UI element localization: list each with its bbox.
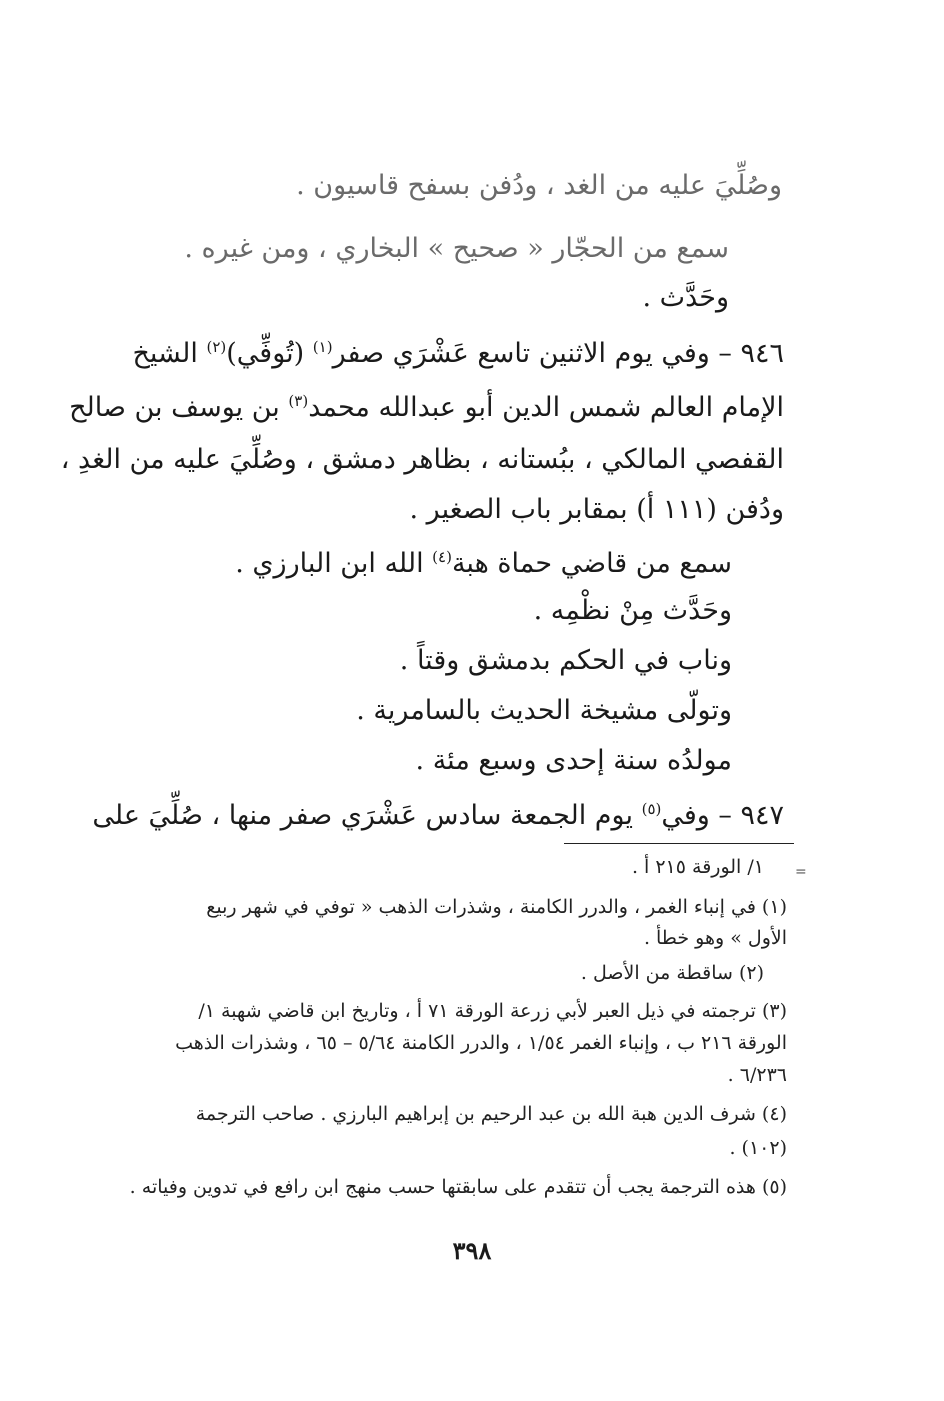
footnote-ref: (١)	[312, 338, 333, 356]
entry-947-line-1	[92, 800, 784, 831]
footnote-3-cont	[728, 1064, 787, 1086]
footnote-4-cont	[729, 1137, 787, 1159]
line-text: وحَدَّث .	[642, 282, 729, 313]
line-text: يوم الجمعة سادس عَشْرَي صفر منها ، صُلِّيَ على	[92, 800, 642, 831]
footnote-text: ١/ الورقة ٢١٥ أ .	[631, 856, 764, 878]
indented-line	[356, 695, 732, 726]
footnote-text: الورقة ٢١٦ ب ، وإنباء الغمر ١/٥٤ ، والدرر الكامنة ٥/٦٤ – ٦٥ ، وشذرات الذهب	[175, 1032, 787, 1054]
line-text: الإمام العالم شمس الدين أبو عبدالله محمد	[308, 392, 784, 423]
entry-946-line-2	[69, 392, 784, 423]
footnote-1	[206, 896, 787, 918]
entry-number-text: ٩٤٧ – وفي	[661, 800, 784, 831]
footnote-text: (٤) شرف الدين هبة الله بن عبد الرحيم بن إبراهيم البارزي . صاحب الترجمة	[195, 1103, 787, 1125]
line-text: وصُلِّيَ عليه من الغد ، ودُفن بسفح قاسيون .	[296, 170, 782, 201]
text-line	[184, 233, 729, 264]
line-text: القفصي المالكي ، ببُستانه ، بظاهر دمشق ، وصُلِّيَ عليه من الغدِ ،	[60, 444, 784, 475]
line-text: وناب في الحكم بدمشق وقتاً .	[399, 645, 732, 676]
footnote-ref: (٣)	[288, 392, 309, 410]
footnote-text: (١٠٢) .	[729, 1137, 787, 1159]
line-text: الشيخ	[132, 338, 207, 369]
footnote-text: (٢) ساقطة من الأصل .	[580, 962, 764, 984]
line-text: سمع من الحجّار « صحيح » البخاري ، ومن غيره .	[184, 233, 729, 264]
entry-946-line-4	[410, 494, 784, 525]
footnote-text: (١) في إنباء الغمر ، والدرر الكامنة ، وشذرات الذهب « توفي في شهر ربيع	[206, 896, 787, 918]
line-text: الله ابن البارزي .	[235, 548, 433, 579]
line-text: سمع من قاضي حماة هبة	[451, 548, 732, 579]
page-number: ٣٩٨	[452, 1236, 492, 1265]
footnote-divider	[564, 843, 794, 844]
footnote-3	[198, 1000, 787, 1022]
line-text: (تُوفِّي)	[226, 338, 313, 369]
footnote-3-cont	[175, 1032, 787, 1054]
entry-946-line-3	[61, 444, 784, 475]
line-text: مولدُه سنة إحدى وسبع مئة .	[415, 745, 732, 776]
line-text: بن يوسف بن صالح	[69, 392, 289, 423]
footnote-text: (٥) هذه الترجمة يجب أن تتقدم على سابقتها حسب منهج ابن رافع في تدوين وفياته .	[129, 1176, 787, 1198]
footnote-ref: (٥)	[641, 800, 662, 818]
indented-line	[534, 595, 732, 626]
indented-line	[416, 745, 732, 776]
text-line	[643, 282, 729, 313]
folio-reference	[632, 856, 764, 878]
footnote-4	[196, 1103, 787, 1125]
indented-line	[235, 548, 732, 579]
line-text: ودُفن (١١١ أ) بمقابر باب الصغير .	[409, 494, 784, 525]
footnote-1-cont	[644, 927, 787, 949]
footnote-ref: (٤)	[432, 548, 452, 566]
footnote-text: (٣) ترجمته في ذيل العبر لأبي زرعة الورقة ٧١ أ ، وتاريخ ابن قاضي شهبة ١/	[198, 1000, 787, 1022]
footnote-ref: (٢)	[206, 338, 227, 356]
entry-number-text: ٩٤٦ – وفي يوم الاثنين تاسع عَشْرَي صفر	[332, 338, 784, 369]
footnote-text: الأول » وهو خطأ .	[643, 927, 787, 949]
text-line	[296, 170, 782, 201]
line-text: وتولّى مشيخة الحديث بالسامرية .	[356, 695, 732, 726]
footnote-2	[581, 962, 764, 984]
footnote-5	[130, 1176, 787, 1198]
entry-946-line-1	[132, 338, 784, 369]
indented-line	[400, 645, 732, 676]
footnote-text: ٦/٢٣٦ .	[727, 1064, 787, 1086]
margin-mark: =	[795, 864, 807, 880]
line-text: وحَدَّث مِنْ نظْمِه .	[533, 595, 732, 626]
